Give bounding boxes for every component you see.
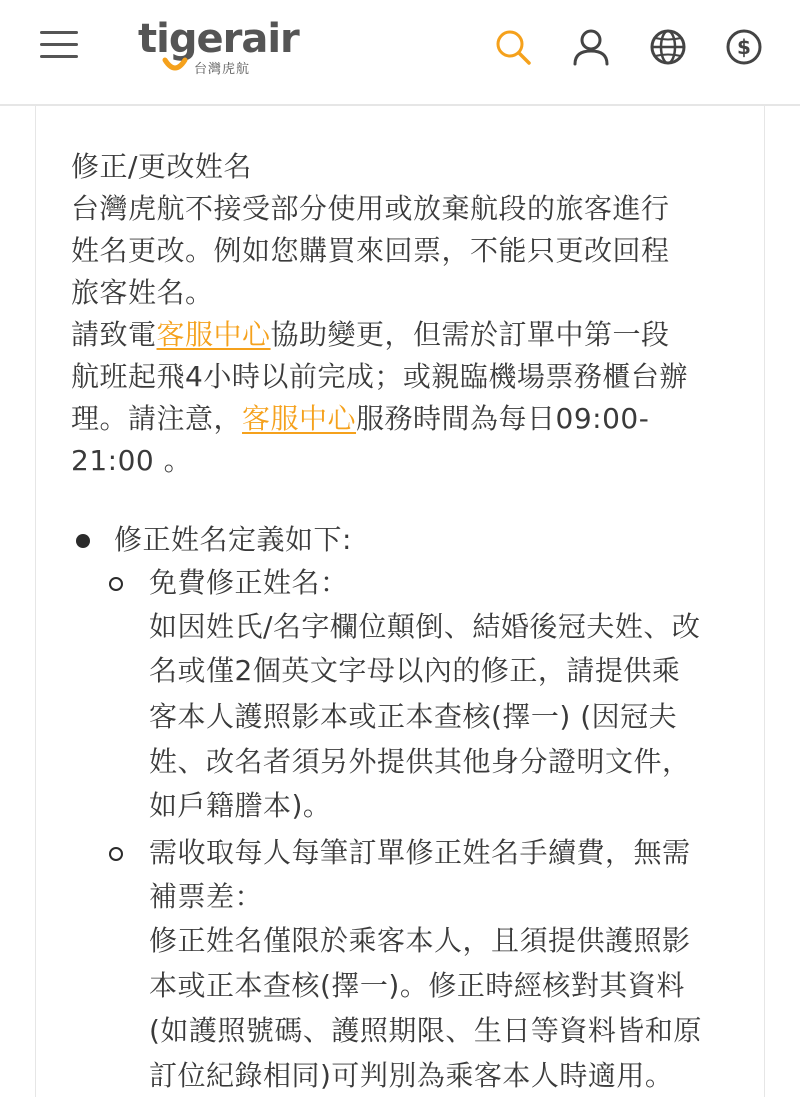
list-item-title: 補票差： (149, 880, 264, 913)
bullet-disc (76, 534, 90, 548)
currency-icon[interactable] (724, 27, 764, 67)
text-segment: 理。請注意， (71, 402, 243, 435)
customer-service-link[interactable]: 客服中心 (242, 402, 357, 435)
logo-smile-icon (162, 56, 188, 76)
paragraph-line: 21:00 。 (71, 444, 193, 477)
list-item-line: 如戶籍謄本)。 (149, 789, 332, 822)
list-item-line: 姓、改名者須另外提供其他身分證明文件， (149, 745, 691, 778)
menu-icon[interactable] (38, 27, 82, 63)
content-panel (35, 106, 765, 1097)
svg-text:$: $ (737, 35, 751, 59)
list-item-title: 免費修正姓名： (149, 566, 349, 599)
paragraph-line (71, 314, 670, 356)
list-item-line: 訂位紀錄相同)可判別為乘客本人時適用。 (149, 1059, 674, 1092)
paragraph-line: 旅客姓名。 (71, 276, 214, 309)
globe-icon[interactable] (648, 27, 688, 67)
text-segment: 服務時間為每日09:00- (356, 402, 650, 435)
logo-wordmark: tigerair (138, 16, 299, 62)
list-item-line: (如護照號碼、護照期限、生日等資料皆和原 (149, 1014, 702, 1047)
logo-subtitle: 台灣虎航 (194, 62, 251, 77)
site-header (0, 0, 800, 106)
paragraph-line: 航班起飛4小時以前完成；或親臨機場票務櫃台辦 (71, 360, 688, 393)
list-item-line: 名或僅2個英文字母以內的修正，請提供乘 (149, 654, 681, 687)
paragraph-line: 姓名更改。例如您購買來回票，不能只更改回程 (71, 234, 670, 267)
bullet-circle (109, 577, 123, 591)
bullet-circle (109, 847, 123, 861)
customer-service-link[interactable]: 客服中心 (156, 318, 271, 351)
list-item-line: 修正姓名僅限於乘客本人，且須提供護照影 (149, 924, 691, 957)
paragraph-line: 台灣虎航不接受部分使用或放棄航段的旅客進行 (71, 192, 670, 225)
list-item-line: 本或正本查核(擇一)。修正時經核對其資料 (149, 969, 685, 1002)
tigerair-logo[interactable] (138, 16, 299, 80)
search-icon[interactable] (493, 27, 533, 67)
list-item-title: 需收取每人每筆訂單修正姓名手續費，無需 (149, 836, 691, 869)
list-heading: 修正姓名定義如下: (114, 523, 352, 556)
list-item-line: 如因姓氏/名字欄位顛倒、結婚後冠夫姓、改 (149, 610, 701, 643)
list-item-line: 客本人護照影本或正本查核(擇一) (因冠夫 (149, 700, 678, 733)
user-icon[interactable] (571, 27, 611, 67)
section-title: 修正/更改姓名 (71, 150, 252, 183)
text-segment: 請致電 (71, 318, 157, 351)
paragraph-line (71, 398, 649, 440)
text-segment: 協助變更，但需於訂單中第一段 (270, 318, 670, 351)
